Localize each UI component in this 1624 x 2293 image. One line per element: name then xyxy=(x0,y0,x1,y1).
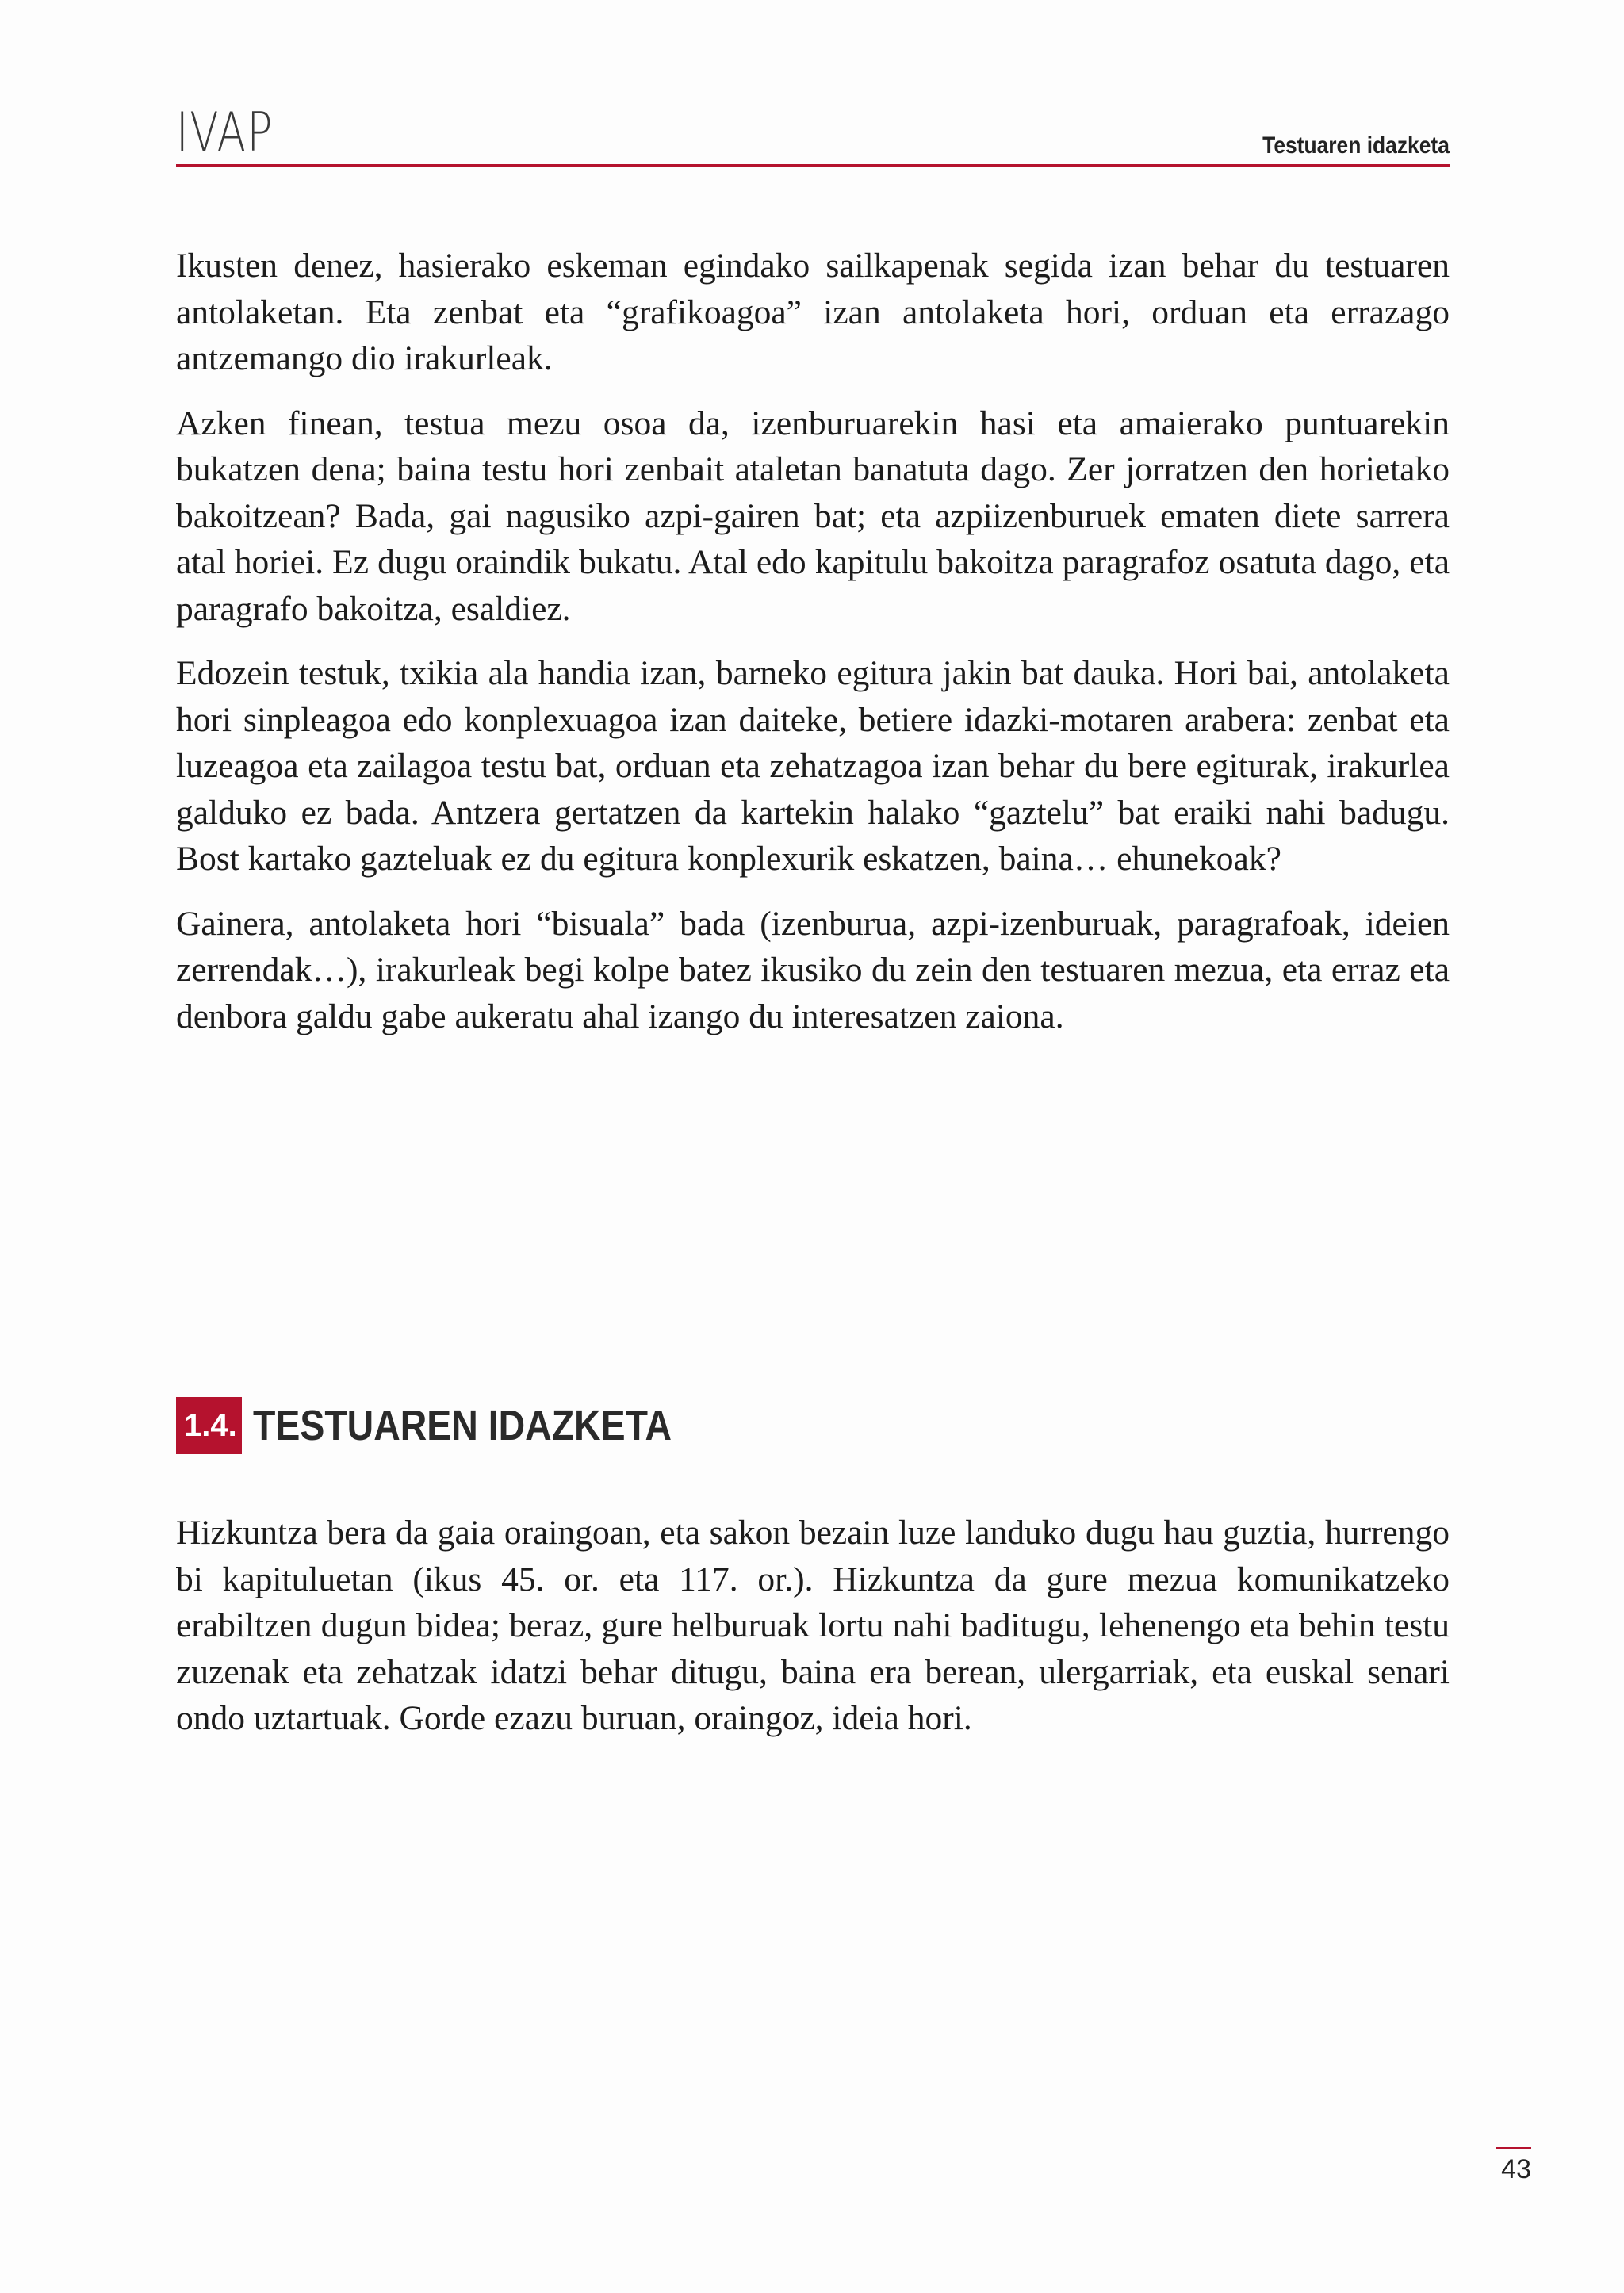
paragraph: Azken finean, testua mezu osoa da, izenburuarekin hasi eta amaierako puntuarekin bukatzen dena; baina testu hori zenbait ataletan banatuta dago. Zer jorratzen den horietako bakoitzean? Bada, gai nagusiko azpi-gairen bat; eta azpiizenburuek ematen diete sarrera atal horiei. Ez dugu oraindik bukatu. Atal edo kapitulu bakoitza paragrafoz osatuta dago, eta paragrafo bakoitza, esaldiez. xyxy=(176,404,1450,628)
paragraph: Edozein testuk, txikia ala handia izan, barneko egitura jakin bat dauka. Hori bai, antolaketa hori sinpleagoa edo konplexuagoa izan daiteke, betiere idazki-motaren arabera: zenbat eta luzeagoa eta zailagoa testu bat, orduan eta zehatzagoa izan behar du bere egiturak, irakurlea galduko ez bada. Antzera gertatzen da kartekin halako “gaztelu” bat eraiki nahi badugu. Bost kartako gazteluak ez du egitura konplexurik eskatzen, baina… ehunekoak? xyxy=(176,654,1450,878)
running-title: Testuaren idazketa xyxy=(1262,132,1450,159)
page-header xyxy=(176,101,1450,167)
page-number: 43 xyxy=(1496,2147,1531,2189)
section-number-badge: 1.4. xyxy=(176,1397,242,1454)
paragraph: Hizkuntza bera da gaia oraingoan, eta sakon bezain luze landuko dugu hau guztia, hurrengo bi kapituluetan (ikus 45. or. eta 117. or.). Hizkuntza da gure mezua komunikatzeko erabiltzen dugun bidea; beraz, gure helburuak lortu nahi baditugu, lehenengo eta behin testu zuzenak eta zehatzak idatzi behar ditugu, baina era berean, ulergarriak, eta euskal senari ondo uztartuak. Gorde ezazu buruan, oraingoz, ideia hori. xyxy=(176,1514,1450,1737)
paragraph: Gainera, antolaketa hori “bisuala” bada (izenburua, azpi-izenburuak, paragrafoak, ideien zerrendak…), irakurleak begi kolpe batez ikusiko du zein den testuaren mezua, eta erraz eta denbora galdu gabe aukeratu ahal izango du interesatzen zaiona. xyxy=(176,904,1450,1035)
paragraph: Ikusten denez, hasierako eskeman egindako sailkapenak segida izan behar du testuaren antolaketan. Eta zenbat eta “grafikoagoa” izan antolaketa hori, orduan eta errazago antzemango dio irakurleak. xyxy=(176,247,1450,377)
body-text-top xyxy=(176,243,1450,1058)
body-text-bottom xyxy=(176,1510,1450,1760)
section-heading xyxy=(176,1397,740,1454)
ivap-logo: IVAP xyxy=(176,101,274,164)
section-title: TESTUAREN IDAZKETA xyxy=(252,1402,672,1449)
